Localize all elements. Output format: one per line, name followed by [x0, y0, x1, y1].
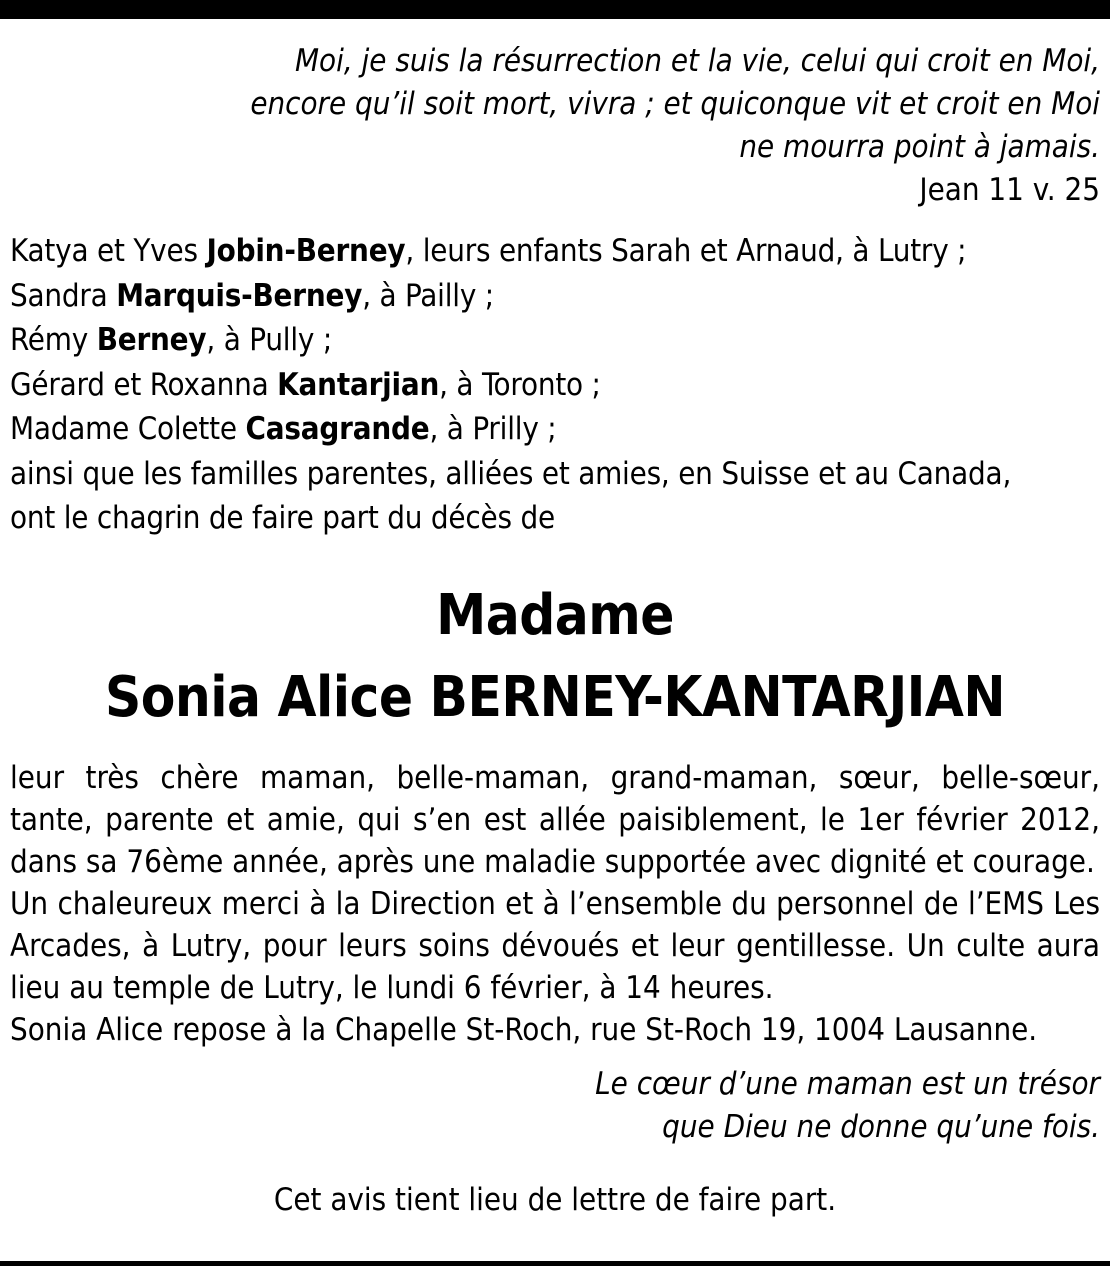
family-entry-prefix: Rémy — [10, 322, 97, 358]
deceased-name: Sonia Alice BERNEY-KANTARJIAN — [104, 664, 1006, 730]
deceased-name-block — [10, 575, 1100, 739]
family-entry-suffix: , à Pully ; — [206, 322, 333, 358]
family-entry-suffix: , leurs enfants Sarah et Arnaud, à Lutry ; — [405, 233, 967, 269]
bible-reference: Jean 11 v. 25 — [919, 172, 1100, 208]
obituary-notice — [10, 40, 1100, 1222]
family-surname: Casagrande — [245, 411, 430, 447]
family-entry-prefix: Sandra — [10, 277, 117, 314]
family-surname: Marquis-Berney — [116, 277, 363, 314]
bottom-rule — [0, 1261, 1110, 1266]
family-entry — [10, 318, 1100, 363]
family-extra-line: ont le chagrin de faire part du décès de — [10, 500, 555, 536]
closing-line: Le cœur d’une maman est un trésor — [595, 1065, 1100, 1102]
family-surname: Kantarjian — [277, 366, 440, 403]
closing-quote — [10, 1063, 1100, 1149]
epigraph-line: encore qu’il soit mort, vivra ; et quiconque vit et croit en Moi — [250, 86, 1100, 122]
family-entry — [10, 363, 1100, 408]
body-paragraph: leur très chère maman, belle-maman, grand-maman, sœur, belle-sœur, tante, parente et amie, qui s’en est allée paisiblement, le 1er février 2012, dans sa 76ème année, après une maladie supportée avec dignité et courage. — [10, 759, 1100, 880]
family-entry — [10, 274, 1100, 319]
epigraph-line: ne mourra point à jamais. — [739, 129, 1100, 165]
family-extra-line: ainsi que les familles parentes, alliées et amies, en Suisse et au Canada, — [10, 455, 1012, 492]
body-paragraph: Un chaleureux merci à la Direction et à l’ensemble du personnel de l’EMS Les Arcades, à Lutry, pour leurs soins dévoués et leur gentillesse. Un culte aura lieu au temple de Lutry, le lundi 6 février, à 14 heures. — [10, 885, 1100, 1006]
family-entry — [10, 407, 1100, 452]
family-entry-suffix: , à Prilly ; — [429, 411, 557, 447]
family-entry-prefix: Katya et Yves — [10, 233, 207, 269]
family-surname: Berney — [96, 322, 207, 358]
epigraph-line: Moi, je suis la résurrection et la vie, celui qui croit en Moi, — [294, 43, 1100, 79]
family-entry-suffix: , à Toronto ; — [439, 366, 601, 403]
family-entry-prefix: Madame Colette — [10, 411, 246, 447]
family-surname: Jobin-Berney — [206, 233, 406, 269]
obituary-body — [10, 757, 1100, 1051]
family-entry — [10, 229, 1100, 274]
family-entry-prefix: Gérard et Roxanna — [10, 366, 278, 403]
closing-line: que Dieu ne donne qu’une fois. — [662, 1108, 1100, 1145]
deceased-title: Madame — [436, 582, 674, 648]
epigraph — [10, 40, 1100, 169]
family-list — [10, 229, 1100, 541]
family-entry-suffix: , à Pailly ; — [362, 277, 494, 314]
notice-line: Cet avis tient lieu de lettre de faire part. — [273, 1181, 837, 1218]
top-rule — [0, 0, 1110, 19]
body-paragraph: Sonia Alice repose à la Chapelle St-Roch, rue St-Roch 19, 1004 Lausanne. — [10, 1011, 1038, 1048]
